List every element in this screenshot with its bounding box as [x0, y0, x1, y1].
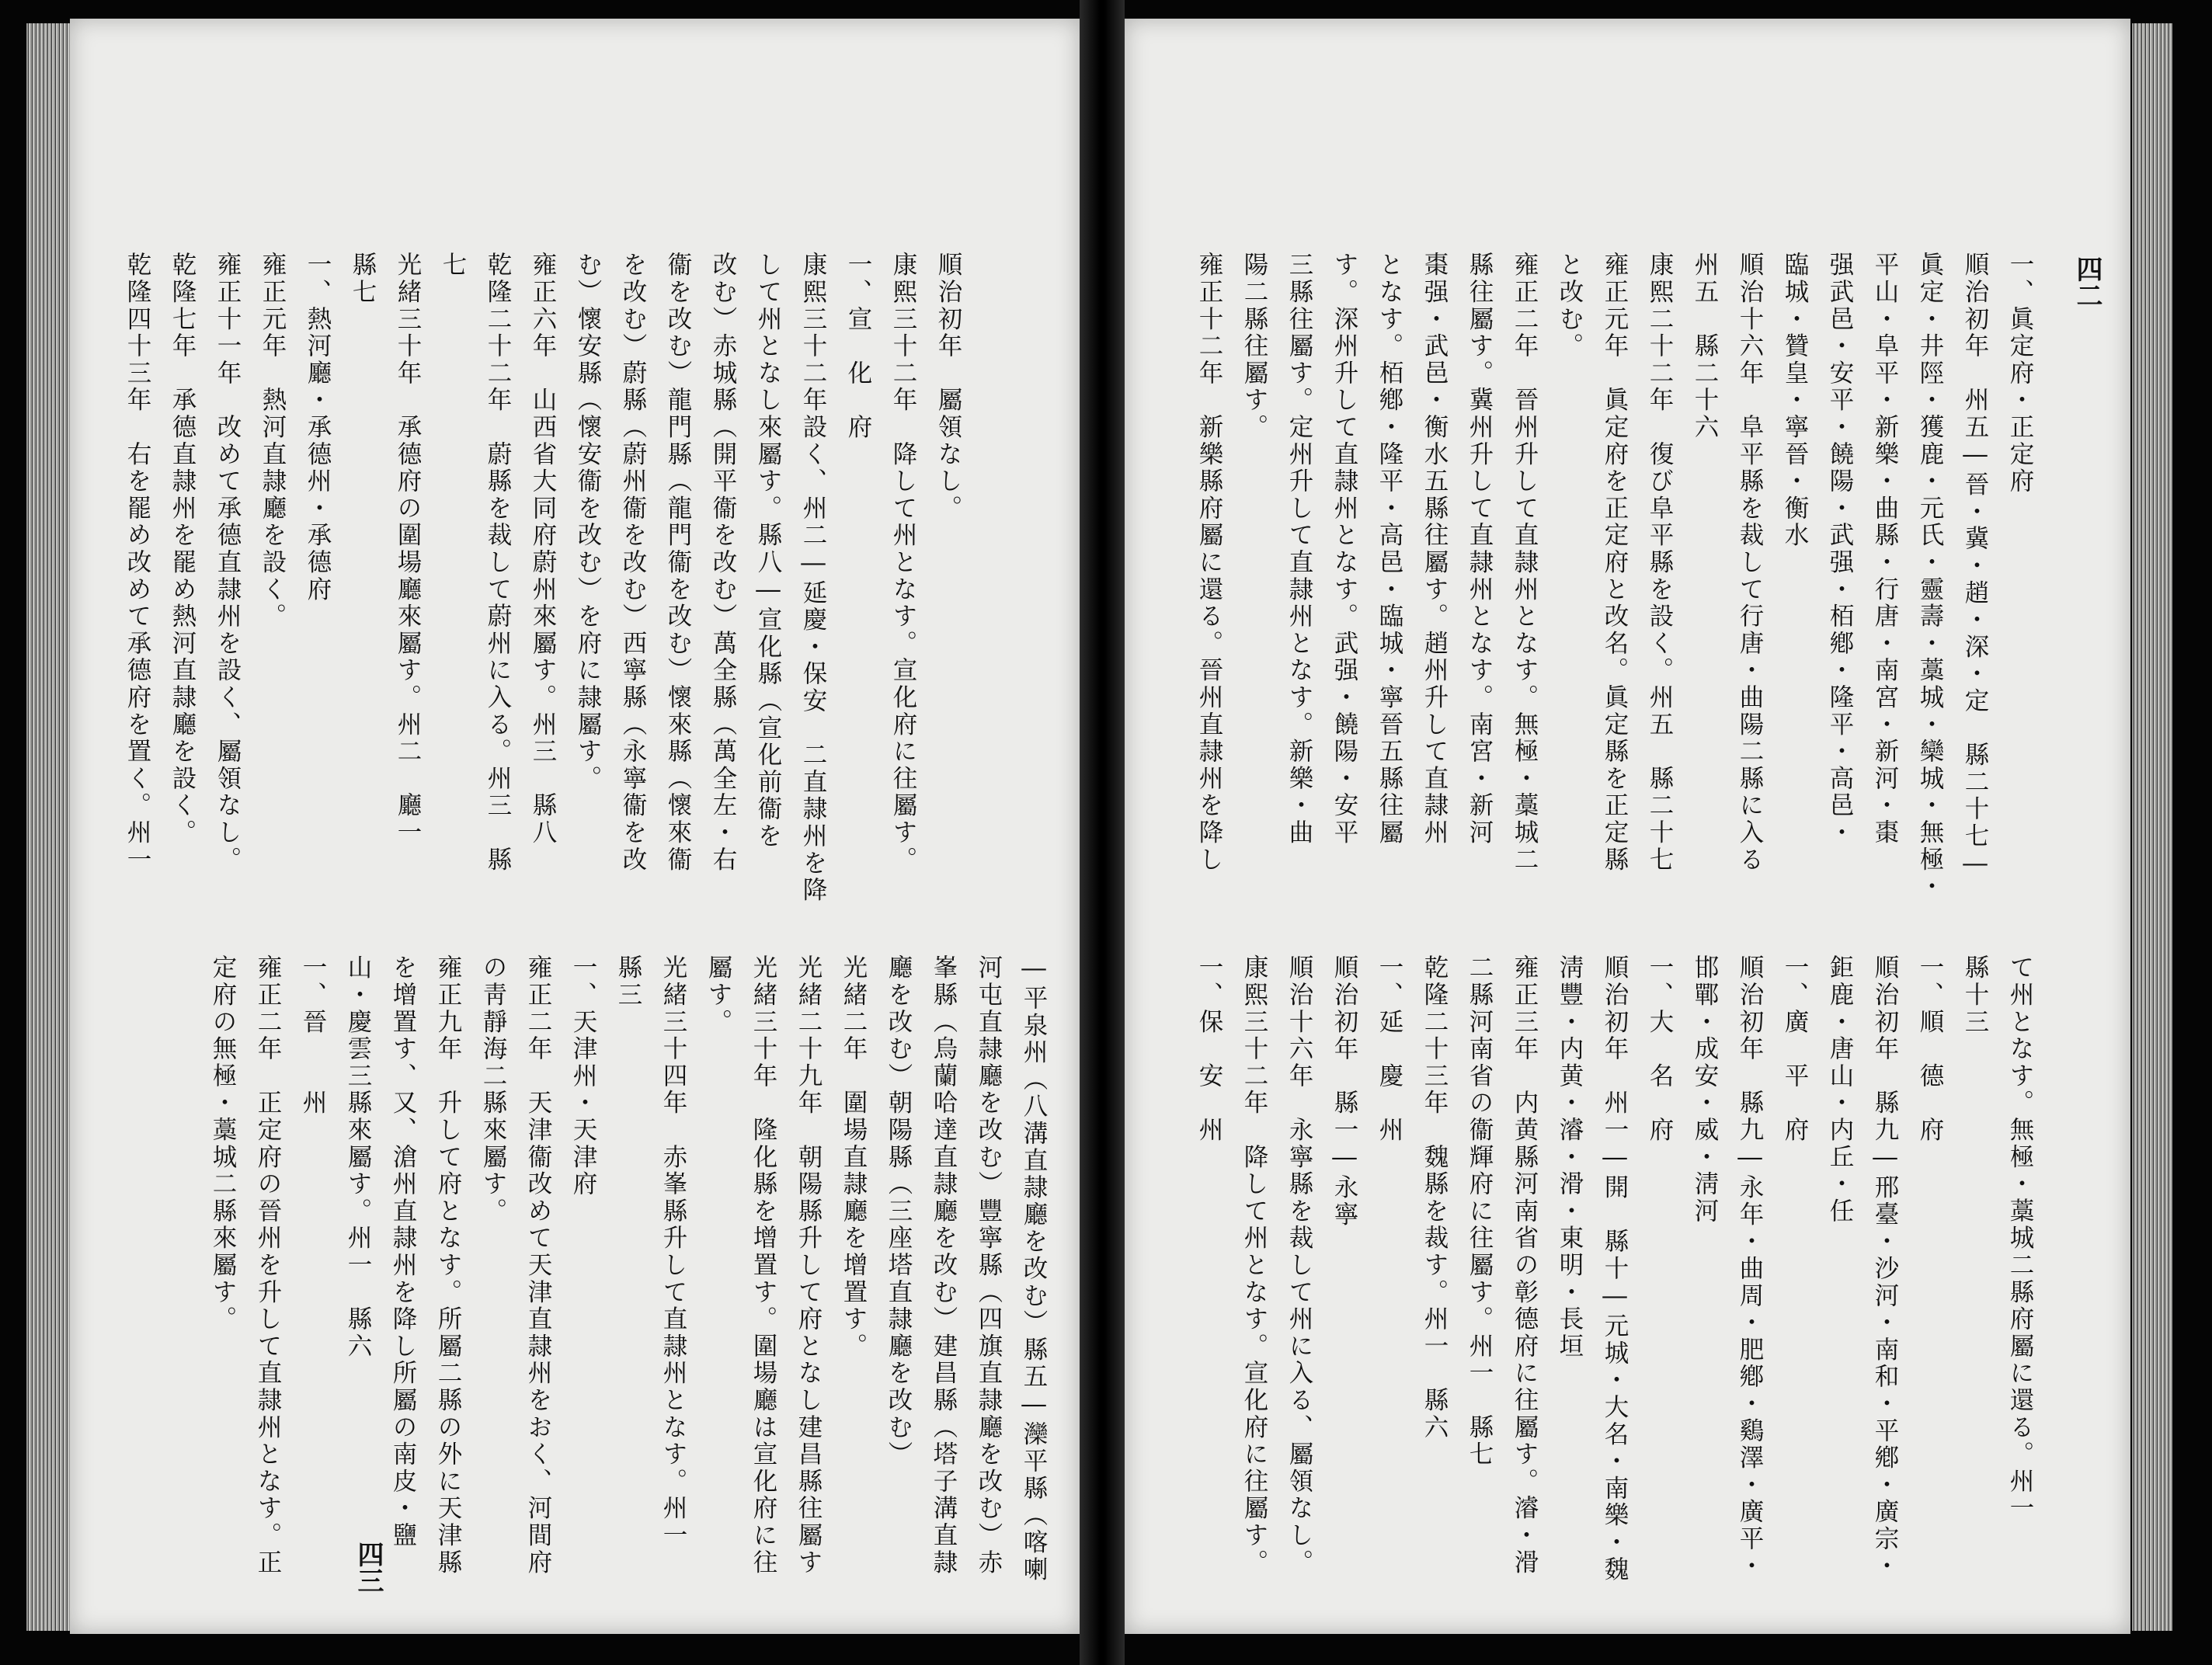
text-column: 雍正十二年 新樂縣府屬に還る。晉州直隷州を降し — [1195, 252, 1223, 874]
text-column: 州五 縣二十六 — [1691, 252, 1719, 441]
text-column: 順治初年 縣九―永年・曲周・肥鄕・鷄澤・廣平・ — [1736, 954, 1764, 1580]
right-page-number: 四二 — [2071, 255, 2102, 308]
right-page-lower-text — [1187, 954, 2043, 1583]
text-column: 康熙二十二年 復び阜平縣を設く。州五 縣二十七 — [1646, 252, 1674, 874]
text-column: 一、廣 平 府 — [1781, 954, 1809, 1144]
text-column: 平山・阜平・新樂・曲縣・行唐・南宮・新河・棗 — [1871, 252, 1899, 846]
text-column: 雍正九年 升して府となす。所屬二縣の外に天津縣 — [434, 954, 462, 1576]
left-page-edge — [26, 23, 70, 1631]
text-column: を改む）蔚縣（蔚州衞を改む）西寧縣（永寧衞を改 — [619, 252, 647, 874]
text-column: て州となす。無極・藁城二縣府屬に還る。州一 — [2006, 954, 2034, 1522]
text-column: 縣十三 — [1961, 954, 1989, 1036]
left-page — [70, 19, 1080, 1634]
text-column: 順治十六年 阜平縣を裁して行唐・曲陽二縣に入る — [1736, 252, 1764, 874]
text-column: 順治初年 屬領なし。 — [934, 252, 962, 522]
left-page-number: 四三 — [353, 1541, 384, 1594]
text-column: 陽二縣往屬す。 — [1240, 252, 1268, 441]
text-column: 順治初年 縣一―永寧 — [1330, 954, 1358, 1229]
text-column: 改む）赤城縣（開平衞を改む）萬全縣（萬全左・右 — [709, 252, 737, 874]
text-column: 一、晉 州 — [299, 954, 327, 1117]
text-column: と改む。 — [1556, 252, 1584, 360]
text-column: 二縣河南省の衞輝府に往屬す。州一 縣七 — [1466, 954, 1494, 1469]
text-column: 康熙三十二年設く、州二―延慶・保安 二直隷州を降 — [799, 252, 827, 904]
text-column: 山・慶雲三縣來屬す。州一 縣六 — [344, 954, 372, 1360]
text-column: 康熙三十二年 降して州となす。宣化府に往屬す。 — [889, 252, 917, 874]
text-column: 光緒二年 圍場直隷廳を增置す。 — [840, 954, 868, 1360]
text-column: 一、熱河廳・承德州・承德府 — [304, 252, 332, 603]
text-column: 乾隆二十二年 蔚縣を裁して蔚州に入る。州三 縣 — [484, 252, 512, 874]
text-column: 强武邑・安平・饒陽・武强・栢鄕・隆平・高邑・ — [1826, 252, 1854, 846]
right-page — [1125, 19, 2130, 1634]
right-page-upper-text — [1187, 252, 2043, 900]
text-column: 眞定・井陘・獲鹿・元氏・靈壽・藁城・欒城・無極・ — [1916, 252, 1944, 901]
text-column: 乾隆四十三年 右を罷め改めて承德府を置く。州一 — [123, 252, 151, 874]
text-column: 一、天津州・天津府 — [569, 954, 597, 1198]
text-column: 雍正二年 正定府の晉州を升して直隷州となす。正 — [254, 954, 282, 1576]
text-column: 雍正元年 熱河直隷廳を設く。 — [259, 252, 287, 631]
text-column: ―平泉州（八溝直隷廳を改む）縣五―灤平縣（喀喇 — [1020, 954, 1048, 1583]
text-column: 一、眞定府・正定府 — [2006, 252, 2034, 495]
text-column: 河屯直隷廳を改む）豐寧縣（四旗直隷廳を改む）赤 — [975, 954, 1003, 1576]
text-column: 七 — [439, 252, 467, 279]
text-column: 棗强・武邑・衡水五縣往屬す。趙州升して直隷州 — [1421, 252, 1449, 846]
text-column: 一、順 德 府 — [1916, 954, 1944, 1144]
text-column: 雍正十一年 改めて承德直隷州を設く、屬領なし。 — [214, 252, 242, 874]
text-column: 淸豐・内黄・濬・滑・東明・長垣 — [1556, 954, 1584, 1360]
text-column: 乾隆二十三年 魏縣を裁す。州一 縣六 — [1421, 954, 1449, 1441]
text-column: を增置す、又、滄州直隷州を降し所屬の南皮・鹽 — [389, 954, 417, 1549]
text-column: 雍正二年 晉州升して直隷州となす。無極・藁城二 — [1511, 252, 1539, 874]
text-column: 峯縣（烏蘭哈達直隷廳を改む）建昌縣（塔子溝直隷 — [930, 954, 958, 1576]
text-column: 一、保 安 州 — [1195, 954, 1223, 1144]
text-column: 縣三 — [614, 954, 642, 1009]
text-column: の靑靜海二縣來屬す。 — [479, 954, 507, 1225]
text-column: 衞を改む）龍門縣（龍門衞を改む）懷來縣（懷來衞 — [664, 252, 692, 874]
text-column: 雍正三年 内黄縣河南省の彰德府に往屬す。濬・滑 — [1511, 954, 1539, 1576]
text-column: 縣往屬す。冀州升して直隷州となす。南宮・新河 — [1466, 252, 1494, 846]
text-column: 光緒三十年 隆化縣を增置す。圍場廳は宣化府に往 — [750, 954, 777, 1576]
text-column: となす。栢鄕・隆平・高邑・臨城・寧晉五縣往屬 — [1376, 252, 1403, 846]
text-column: 縣七 — [349, 252, 377, 306]
text-column: 順治十六年 永寧縣を裁して州に入る、屬領なし。 — [1285, 954, 1313, 1576]
text-column: 雍正元年 眞定府を正定府と改名。眞定縣を正定縣 — [1601, 252, 1629, 874]
text-column: 順治初年 州五―晉・冀・趙・深・定 縣二十七― — [1961, 252, 1989, 881]
text-column: して州となし來屬す。縣八―宣化縣（宣化前衞を — [754, 252, 782, 850]
left-page-upper-text — [115, 252, 971, 904]
text-column: 一、大 名 府 — [1646, 954, 1674, 1144]
text-column: 康熙三十二年 降して州となす。宣化府に往屬す。 — [1240, 954, 1268, 1576]
text-column: 定府の無極・藁城二縣來屬す。 — [209, 954, 237, 1333]
text-column: 光緒二十九年 朝陽縣升して府となし建昌縣往屬す — [795, 954, 823, 1576]
text-column: 臨城・贊皇・寧晉・衡水 — [1781, 252, 1809, 549]
text-column: 屬す。 — [704, 954, 732, 1036]
text-column: す。深州升して直隷州となす。武强・饒陽・安平 — [1330, 252, 1358, 846]
text-column: 三縣往屬す。定州升して直隷州となす。新樂・曲 — [1285, 252, 1313, 846]
left-page-lower-text — [200, 954, 1056, 1583]
text-column: 邯鄲・成安・威・淸河 — [1691, 954, 1719, 1225]
book-gutter — [1080, 0, 1125, 1665]
text-column: 順治初年 州一―開 縣十―元城・大名・南樂・魏 — [1601, 954, 1629, 1583]
text-column: む）懷安縣（懷安衞を改む）を府に隷屬す。 — [574, 252, 602, 792]
text-column: 一、延 慶 州 — [1376, 954, 1403, 1144]
text-column: 光緒三十年 承德府の圍場廳來屬す。州二 廳一 — [394, 252, 422, 846]
text-column: 乾隆七年 承德直隷州を罷め熱河直隷廳を設く。 — [169, 252, 197, 846]
text-column: 順治初年 縣九―邢臺・沙河・南和・平鄕・廣宗・ — [1871, 954, 1899, 1580]
text-column: 鉅鹿・唐山・内丘・任 — [1826, 954, 1854, 1225]
text-column: 一、宣 化 府 — [844, 252, 872, 441]
text-column: 雍正六年 山西省大同府蔚州來屬す。州三 縣八 — [529, 252, 557, 846]
right-page-edge — [2132, 23, 2172, 1631]
text-column: 雍正二年 天津衞改めて天津直隷州をおく、河間府 — [524, 954, 552, 1576]
text-column: 廳を改む）朝陽縣（三座塔直隷廳を改む） — [885, 954, 913, 1469]
text-column: 光緒三十四年 赤峯縣升して直隷州となす。州一 — [659, 954, 687, 1549]
